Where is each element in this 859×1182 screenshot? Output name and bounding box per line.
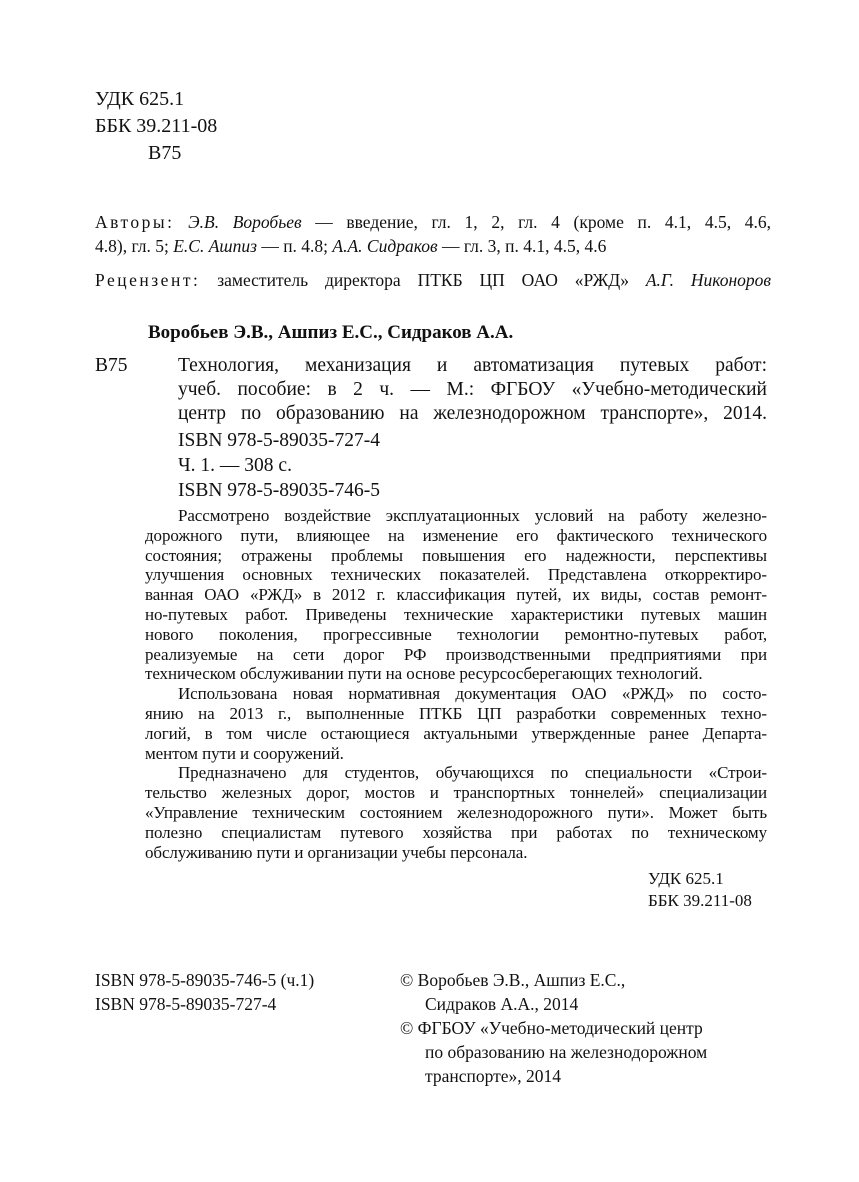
pages-line: Ч. 1. — 308 с. <box>178 455 292 476</box>
udk-code: УДК 625.1 <box>648 869 724 888</box>
abstract-line: улучшения основных технических показателей. Представлена откорректиро- <box>145 565 767 585</box>
abstract-line: янию на 2013 г., выполненные ПТКБ ЦП разработки современных техно- <box>145 703 767 723</box>
abstract-line: но-путевых работ. Приведены технические характеристики путевых машин <box>145 604 767 624</box>
abstract-line: «Управление техническим состоянием железнодорожного пути». Может быть <box>145 802 767 822</box>
isbn-line: ISBN 978-5-89035-746-5 (ч.1) <box>95 970 315 990</box>
abstract-line: тельство железных дорог, мостов и транспортных тоннелей» специализации <box>145 783 767 803</box>
copyright-line: по образованию на железнодорожном <box>425 1042 708 1062</box>
reviewer-name: А.Г. Никоноров <box>645 270 772 290</box>
abstract-paragraph <box>145 763 767 862</box>
abstract-line: ментом пути и сооружений. <box>145 743 344 763</box>
abstract-line: логий, в том числе остающиеся актуальными утвержденные ранее Департа- <box>145 723 767 743</box>
abstract-paragraph <box>145 684 767 763</box>
abstract-line: полезно специалистам путевого хозяйства при работах по техническому <box>145 822 767 842</box>
author-sections: — п. 4.8; <box>256 236 333 256</box>
copyright-line: транспорте», 2014 <box>425 1066 562 1086</box>
bottom-isbn <box>95 968 314 1016</box>
author-name: Е.С. Ашпиз <box>173 236 257 256</box>
bib-authors: Воробьев Э.В., Ашпиз Е.С., Сидраков А.А. <box>148 322 514 343</box>
reviewer-label: Рецензент: <box>95 270 201 290</box>
copyright-line: Сидраков А.А., 2014 <box>425 994 579 1014</box>
authors-line-2 <box>95 234 771 258</box>
authors-line-1 <box>95 210 771 234</box>
copyright-line: © ФГБОУ «Учебно-методический центр <box>400 1018 703 1038</box>
author-sections: 4.8), гл. 5; <box>95 236 174 256</box>
abstract <box>145 506 767 862</box>
abstract-line: Использована новая нормативная документация ОАО «РЖД» по состо- <box>178 684 767 704</box>
udk-code: УДК 625.1 <box>95 88 185 110</box>
authors-label: Авторы: <box>95 212 175 232</box>
reviewer-text: заместитель директора ПТКБ ЦП ОАО «РЖД» <box>200 270 646 290</box>
bbk-code: ББК 39.211-08 <box>95 115 218 137</box>
authors-block <box>95 210 771 258</box>
abstract-line: обслуживанию пути и организации учебы персонала. <box>145 842 528 862</box>
copyright <box>400 968 707 1088</box>
bib-isbn <box>178 428 380 503</box>
abstract-line: дорожного пути, влияющее на изменение его фактического технического <box>145 525 767 545</box>
bib-title-line: центр по образованию на железнодорожном транспорте», 2014. <box>178 403 767 424</box>
author-name: А.А. Сидраков <box>332 236 438 256</box>
reviewer-line <box>95 268 771 292</box>
abstract-line: Рассмотрено воздействие эксплуатационных условий на работу железно- <box>178 506 767 525</box>
abstract-line: состояния; отражены проблемы повышения его надежности, перспективы <box>145 545 767 565</box>
bib-title <box>178 354 767 426</box>
bbk-code: ББК 39.211-08 <box>648 890 752 910</box>
abstract-line: нового поколения, прогрессивные технологии ремонтно-путевых работ, <box>145 624 767 644</box>
classification-block <box>95 86 217 167</box>
author-code: В75 <box>148 142 182 164</box>
bib-title-line: учеб. пособие: в 2 ч. — М.: ФГБОУ «Учебно-методический <box>178 379 767 400</box>
copyright-line: © Воробьев Э.В., Ашпиз Е.С., <box>400 970 626 990</box>
abstract-line: Предназначено для студентов, обучающихся по специальности «Строи- <box>178 763 767 783</box>
isbn-line: ISBN 978-5-89035-727-4 <box>178 430 381 451</box>
bib-code: В75 <box>95 355 128 376</box>
abstract-line: ванная ОАО «РЖД» в 2012 г. классификация путей, их виды, состав ремонт- <box>145 585 767 605</box>
bib-title-line: Технология, механизация и автоматизация путевых работ: <box>178 355 767 376</box>
abstract-paragraph <box>145 506 767 684</box>
abstract-line: техническом обслуживании пути на основе ресурсосберегающих технологий. <box>145 664 703 684</box>
author-name: Э.В. Воробьев <box>188 212 302 232</box>
isbn-line: ISBN 978-5-89035-727-4 <box>95 994 277 1014</box>
abstract-line: реализуемые на сети дорог РФ производственными предприятиями при <box>145 644 767 664</box>
author-sections: — введение, гл. 1, 2, гл. 4 (кроме п. 4.1, 4.5, 4.6, <box>301 212 771 232</box>
author-sections: — гл. 3, п. 4.1, 4.5, 4.6 <box>437 236 607 256</box>
classification-bottom <box>648 868 752 911</box>
isbn-line: ISBN 978-5-89035-746-5 <box>178 480 381 501</box>
